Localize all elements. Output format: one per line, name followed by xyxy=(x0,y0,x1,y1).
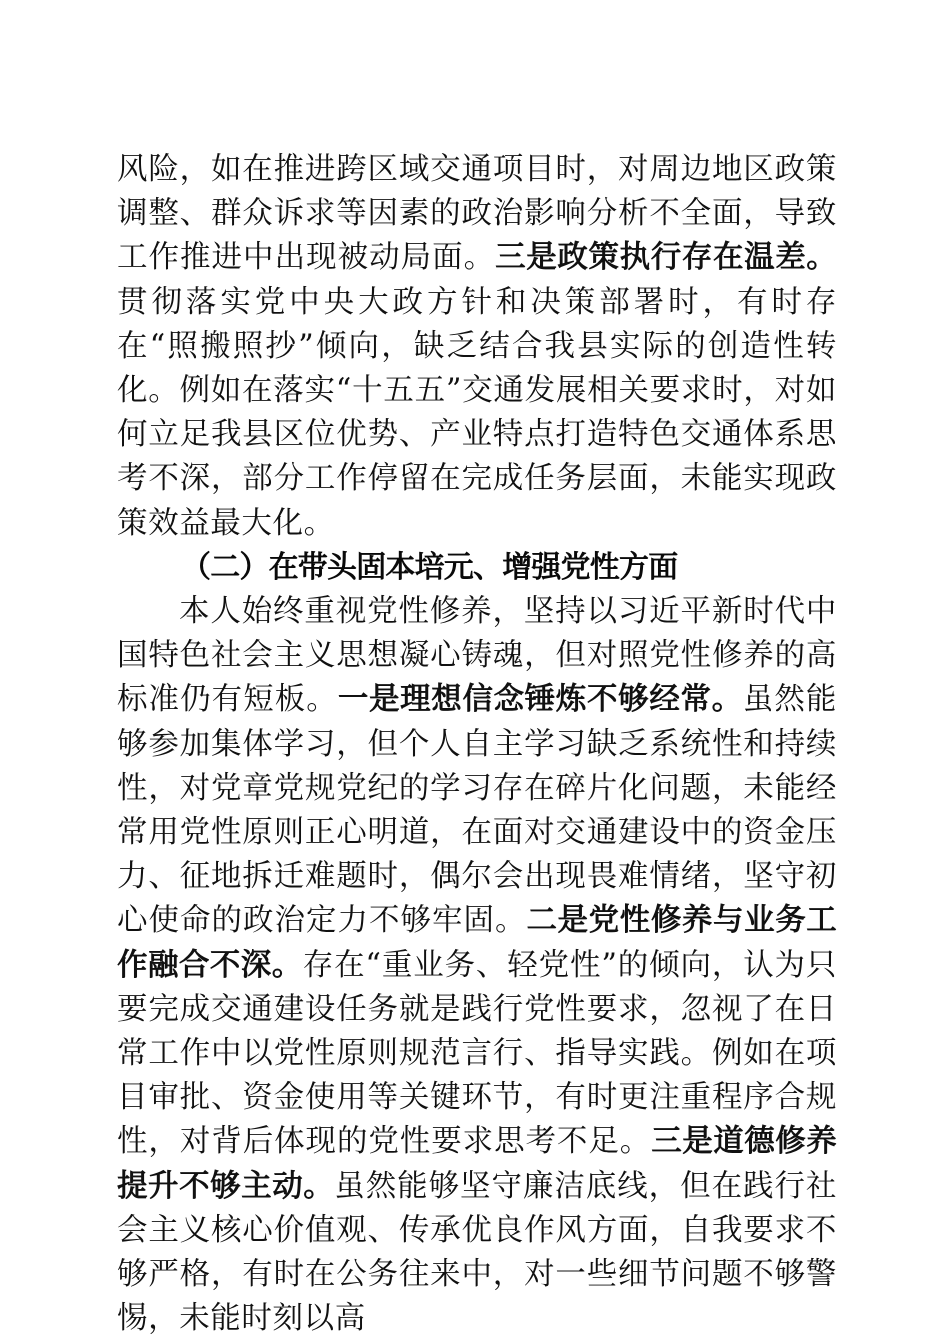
text-run: 贯彻落实党中央大政方针和决策部署时，有时存在“照搬照抄”倾向，缺乏结合我县实际的创造性转化。例如在落实“十五五”交通发展相关要求时，对如何立足我县区位优势、产业特点打造特色交通体系思考不深，部分工作停留在完成任务层面，未能实现政策效益最大化。 xyxy=(117,284,837,541)
text-run: 存在“重业务、轻党性”的倾向，认为只要完成交通建设任务就是践行党性要求，忽视了在日常工作中以党性原则规范言行、指导实践。例如在项目审批、资金使用等关键环节，有时更注重程序合规性，对背后体现的党性要求思考不足。 xyxy=(117,947,837,1160)
text-run: 风险，如在推进跨区域交通项目时，对周边地区政策调整、群众诉求等因素的政治影响分析不全面，导致工作推进中出现被动局面。 xyxy=(117,152,837,276)
emphasis-run: 二是党性修养与业务工作融合不深。 xyxy=(117,903,837,983)
text-run: 虽然能够坚守廉洁底线，但在践行社会主义核心价值观、传承优良作风方面，自我要求不够严格，有时在公务往来中，对一些细节问题不够警惕，未能时刻以高 xyxy=(117,1168,837,1337)
document-body xyxy=(117,148,837,1341)
text-run: 虽然能够参加集体学习，但个人自主学习缺乏系统性和持续性，对党章党规党纪的学习存在碎片化问题，未能经常用党性原则正心明道，在面对交通建设中的资金压力、征地拆迁难题时，偶尔会出现畏难情绪，坚守初心使命的政治定力不够牢固。 xyxy=(117,682,837,939)
paragraph-political-judgment-continued xyxy=(117,148,837,546)
paragraph-party-spirit-cultivation xyxy=(117,590,837,1341)
emphasis-run: 三是道德修养提升不够主动。 xyxy=(117,1124,837,1204)
section-heading-2: （二）在带头固本培元、增强党性方面 xyxy=(181,549,678,585)
text-run: 本人始终重视党性修养，坚持以习近平新时代中国特色社会主义思想凝心铸魂，但对照党性修养的高标准仍有短板。 xyxy=(117,594,837,718)
emphasis-run: 一是理想信念锤炼不够经常。 xyxy=(337,682,743,718)
emphasis-run: 三是政策执行存在温差。 xyxy=(495,240,838,276)
